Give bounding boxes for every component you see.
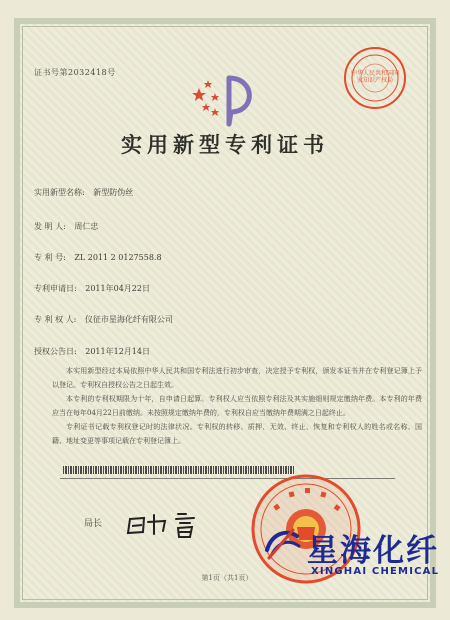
patent-holder-row (34, 314, 173, 325)
top-right-seal-text: 中华人民共和国国家知识产权局 (350, 70, 399, 84)
page-number: 第1页（共1页） (201, 574, 253, 582)
director-signature (120, 508, 216, 542)
xinghai-logo-chinese: 星海化纤 (307, 533, 439, 569)
patent-number-label: 专 利 号: (34, 253, 66, 262)
announcement-date-row (34, 346, 150, 357)
patent-number-row (34, 252, 162, 263)
patent-holder-value: 仪征市星海化纤有限公司 (84, 315, 173, 324)
inventor-row (34, 221, 98, 232)
application-date-row (34, 283, 150, 294)
inventor-value: 周仁忠 (74, 222, 99, 231)
certificate-number: 证书号第2032418号 (34, 68, 116, 77)
xinghai-logo-icon (262, 522, 304, 564)
inventor-label: 发 明 人: (34, 222, 66, 231)
patent-holder-label: 专 利 权 人: (34, 315, 77, 324)
utility-model-name-row (34, 187, 133, 198)
announcement-date-value: 2011年12月14日 (85, 347, 150, 356)
certificate-body (52, 364, 422, 448)
application-date-label: 专利申请日: (34, 284, 77, 293)
xinghai-logo-english: XINGHAI CHEMICAL (311, 566, 440, 577)
certificate-title: 实用新型专利证书 (121, 132, 329, 157)
body-paragraph-1: 本实用新型经过本局依照中华人民共和国专利法进行初步审查，决定授予专利权，颁发本证书并在专利登记簿上予以登记。专利权自授权公告之日起生效。 (52, 367, 422, 389)
utility-model-name-value: 新型防伪丝 (93, 188, 134, 197)
patent-office-logo-icon (185, 70, 275, 130)
utility-model-name-label: 实用新型名称: (34, 188, 85, 197)
application-date-value: 2011年04月22日 (85, 284, 150, 293)
patent-number-value: ZL 2011 2 0127558.8 (74, 253, 162, 262)
announcement-date-label: 授权公告日: (34, 347, 77, 356)
director-label: 局长 (84, 519, 103, 529)
body-paragraph-3: 专利证书记载专利权登记时的法律状况。专利权的转移、质押、无效、终止、恢复和专利权人的姓名或名称、国籍、地址变更等事项记载在专利登记簿上。 (52, 423, 422, 445)
body-paragraph-2: 本专利的专利权期限为十年，自申请日起算。专利权人应当依照专利法及其实施细则规定缴纳年费。本专利的年费应当在每年04月22日前缴纳。未按照规定缴纳年费的，专利权自应当缴纳年费期满之日起终止。 (52, 395, 422, 417)
